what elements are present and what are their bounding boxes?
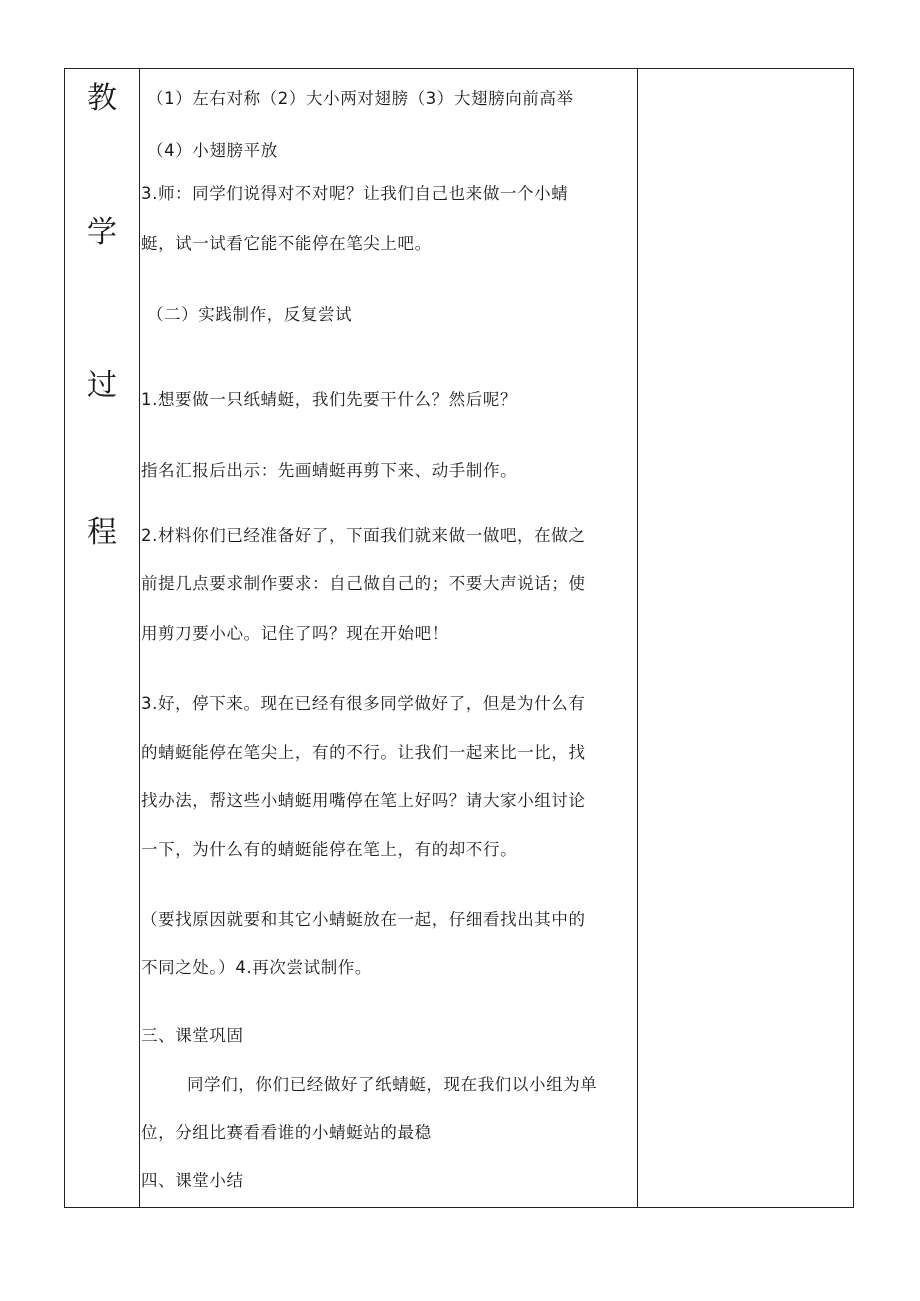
section-heading: （二）实践制作，反复尝试 <box>147 305 353 324</box>
content-line: （4）小翅膀平放 <box>147 141 278 160</box>
side-label-char: 过 <box>87 368 117 403</box>
content-line: 2.材料你们已经准备好了，下面我们就来做一做吧，在做之 <box>141 526 586 545</box>
content-line: 找办法，帮这些小蜻蜓用嘴停在笔上好吗？请大家小组讨论 <box>141 791 586 810</box>
content-line: 用剪刀要小心。记住了吗？现在开始吧！ <box>141 624 449 643</box>
content-line: 一下，为什么有的蜻蜓能停在笔上，有的却不行。 <box>141 840 518 859</box>
side-label-char: 程 <box>87 515 117 550</box>
content-line: 前提几点要求制作要求：自己做自己的；不要大声说话；使 <box>141 574 586 593</box>
content-line: （1）左右对称（2）大小两对翅膀（3）大翅膀向前高举 <box>147 89 574 108</box>
content-line: 蜓，试一试看它能不能停在笔尖上吧。 <box>141 234 432 253</box>
content-line: 指名汇报后出示：先画蜻蜓再剪下来、动手制作。 <box>141 461 518 480</box>
content-line: 1.想要做一只纸蜻蜓，我们先要干什么？然后呢？ <box>141 390 518 409</box>
lesson-table <box>64 68 854 1208</box>
section-heading: 四、课堂小结 <box>141 1171 244 1190</box>
content-line: 同学们，你们已经做好了纸蜻蜓，现在我们以小组为单 <box>187 1075 598 1094</box>
content-line: 3.好，停下来。现在已经有很多同学做好了，但是为什么有 <box>141 694 586 713</box>
side-label-char: 教 <box>87 81 117 116</box>
column-divider <box>139 69 140 1207</box>
content-line: 3.师：同学们说得对不对呢？让我们自己也来做一个小蜻 <box>141 184 569 203</box>
side-label-char: 学 <box>87 215 117 250</box>
content-line: 位，分组比赛看看谁的小蜻蜓站的最稳 <box>141 1123 432 1142</box>
content-line: （要找原因就要和其它小蜻蜓放在一起，仔细看找出其中的 <box>141 910 586 929</box>
content-line: 不同之处。）4.再次尝试制作。 <box>141 958 372 977</box>
column-divider <box>637 69 638 1207</box>
section-heading: 三、课堂巩固 <box>141 1026 244 1045</box>
content-line: 的蜻蜓能停在笔尖上，有的不行。让我们一起来比一比，找 <box>141 743 586 762</box>
